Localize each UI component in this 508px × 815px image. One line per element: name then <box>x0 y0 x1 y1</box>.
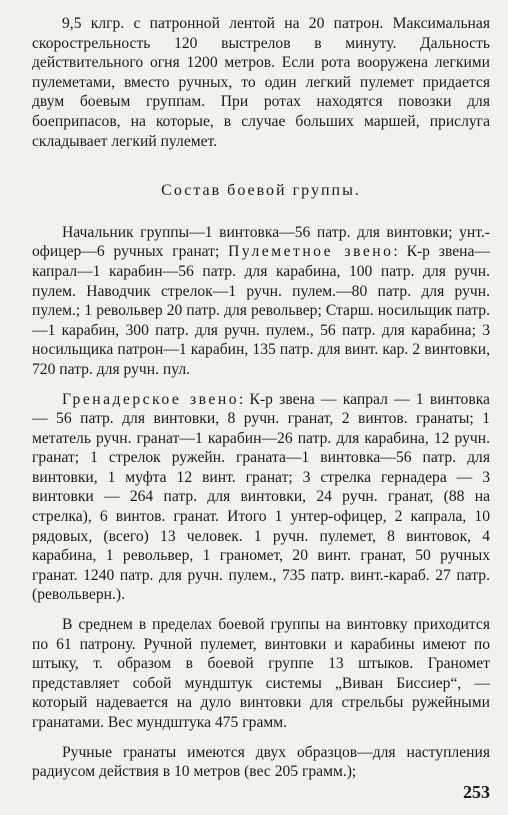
page-number: 253 <box>463 782 490 802</box>
grenadier-squad-text: : К-р звена — капрал — 1 винтовка — 56 патр. для винтовки, 8 ручн. гранат, 2 винтов. гранаты; 1 метатель ручн. гранат—1 карабин—26 патр. для карабина, 12 ручн. гранат; 1 стрелок ружейн. граната—1 винтовка—56 патр. для винтовки, 1 муфта 12 винт. гранат; 3 стрелка гернадера — 3 винтовки — 264 патр. для винтовки, 24 ручн. гранат, (88 на стрелка), 6 винтов. гранат. Итого 1 унтер-офицер, 2 капрала, 10 рядовых, (всего) 13 человек. 1 ручн. пулемет, 8 винтовок, 4 карабина, 1 револьвер, 1 граномет, 20 винт. гранат, 50 ручных гранат. 1240 патр. для ручн. пулем., 735 патр. винт.-караб. 27 патр. (револьверн.). <box>32 390 490 604</box>
grenadier-squad-label: Гренадерское звено <box>62 390 239 408</box>
paragraph-machine-gun-specs: 9,5 клгр. с патронной лентой на 20 патрон. Максимальная скорострельность 120 выстрелов в минуту. Дальность действительного огня 1200 метров. Если рота вооружена легкими пулеметами, вместо ручных, то один легкий пулемет придается двум боевым группам. При ротах находятся повозки для боеприпасов, на которые, в случае больших маршей, прислуга складывает легкий пулемет. <box>32 15 490 150</box>
paragraph-group-composition <box>32 223 490 380</box>
paragraph-grenadier-squad <box>32 390 490 606</box>
paragraph-ammunition-average: В среднем в пределах боевой группы на винтовку приходится по 61 патрону. Ручной пулемет, винтовки и карабины имеют по штыку, т. образом в боевой группе 13 штыков. Граномет представляет собой мундштук системы „Виван Биссиер“, — который надевается на дуло винтовки для стрельбы ружейными гранатами. Вес мундштука 475 грамм. <box>32 616 490 731</box>
machine-gun-squad-text: : К-р звена—капрал—1 карабин—56 патр. для карабина, 100 патр. для ручн. пулем. Наводчик стрелок—1 ручн. пулем.—80 патр. для ручн. пулем.; 1 револьвер 20 патр. для револьвер; Старш. носильщик патр.—1 карабин, 300 патр. для ручн. пулем., 56 патр. для карабина; 3 носильщика патрон—1 карабин, 135 патр. для винт. кар. 2 винтовки, 720 патр. для ручн. пул. <box>32 243 491 378</box>
section-heading: Состав боевой группы. <box>161 182 361 200</box>
group-leader-text: Начальник группы—1 винтовка—56 патр. для винтовки; унт.-офицер—6 ручных гранат; <box>32 223 490 261</box>
machine-gun-squad-label: Пулеметное звено <box>228 243 394 261</box>
paragraph-hand-grenades: Ручные гранаты имеются двух образцов—для наступления радиусом действия в 10 метров (вес 205 грамм.); <box>32 743 490 781</box>
